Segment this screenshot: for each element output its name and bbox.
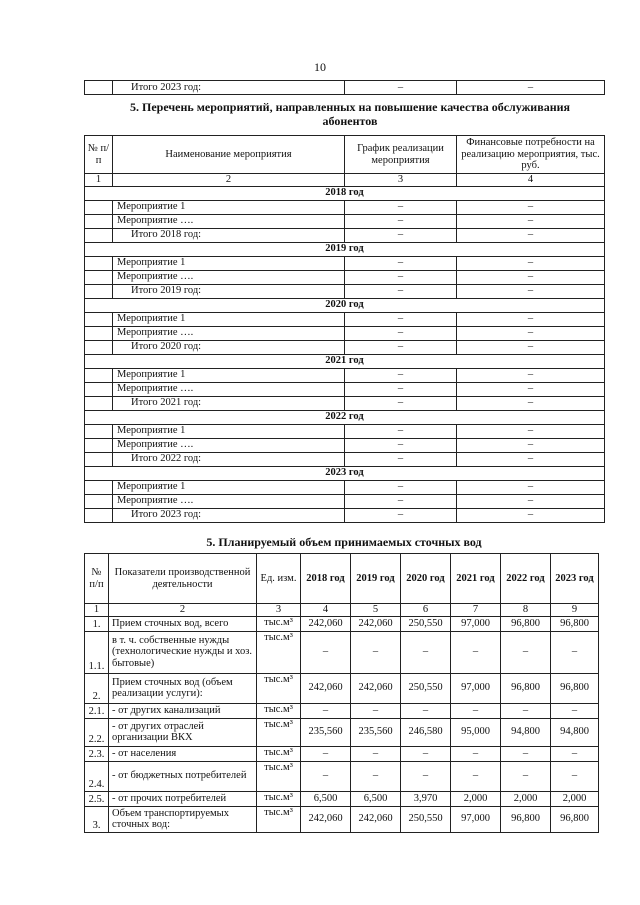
value-cell: 242,060 (301, 673, 351, 703)
value-cell: 2,000 (551, 791, 599, 806)
table-row (85, 214, 605, 228)
value-cell: 235,560 (301, 718, 351, 746)
value-cell: 235,560 (351, 718, 401, 746)
table-row (85, 673, 599, 703)
header-year: 2020 год (401, 554, 451, 604)
colnum-3: 3 (345, 174, 457, 187)
indicator-name: - от других канализаций (109, 703, 257, 718)
table-row (85, 761, 599, 791)
colnum-9: 9 (551, 604, 599, 617)
finance-cell: – (457, 368, 605, 382)
measure-name: Мероприятие 1 (113, 480, 345, 494)
table-row (85, 340, 605, 354)
row-num: 2.1. (85, 703, 109, 718)
value-cell: 96,800 (501, 673, 551, 703)
value-cell: 2,000 (501, 791, 551, 806)
value-cell: 242,060 (301, 806, 351, 832)
measure-name: Мероприятие 1 (113, 312, 345, 326)
value-cell: – (301, 631, 351, 673)
row-num-cell (85, 256, 113, 270)
finance-cell: – (457, 256, 605, 270)
row-num: 2.4. (85, 761, 109, 791)
unit-cell: тыс.м³ (257, 631, 301, 673)
table-row (85, 746, 599, 761)
schedule-cell: – (345, 326, 457, 340)
value-cell: 250,550 (401, 806, 451, 832)
section2-title: 5. Планируемый объем принимаемых сточных вод (206, 535, 482, 549)
value-cell: – (351, 761, 401, 791)
unit-cell: тыс.м³ (257, 761, 301, 791)
page-number: 10 (314, 60, 326, 74)
value-cell: – (401, 761, 451, 791)
value-cell: – (301, 761, 351, 791)
value-cell: 94,800 (501, 718, 551, 746)
header-name: Наименование мероприятия (113, 136, 345, 174)
row-num-cell (85, 326, 113, 340)
table-row (85, 312, 605, 326)
measure-name: Мероприятие …. (113, 326, 345, 340)
table-row (85, 718, 599, 746)
row-num-cell (85, 438, 113, 452)
top-col4: – (457, 81, 605, 95)
value-cell: – (501, 746, 551, 761)
colnum-1: 1 (85, 174, 113, 187)
schedule-cell: – (345, 382, 457, 396)
measure-name: Итого 2023 год: (113, 508, 345, 522)
value-cell: 97,000 (451, 616, 501, 631)
row-num-cell (85, 312, 113, 326)
finance-cell: – (457, 494, 605, 508)
value-cell: – (351, 631, 401, 673)
table-row (85, 200, 605, 214)
value-cell: 97,000 (451, 673, 501, 703)
table-row (85, 438, 605, 452)
row-num-cell (85, 340, 113, 354)
value-cell: 96,800 (501, 806, 551, 832)
colnum-1: 1 (85, 604, 109, 617)
indicator-name: - от бюджетных потребителей (109, 761, 257, 791)
value-cell: – (551, 631, 599, 673)
table-row (85, 270, 605, 284)
finance-cell: – (457, 424, 605, 438)
header-num: № п/п (85, 136, 113, 174)
value-cell: 3,970 (401, 791, 451, 806)
value-cell: 242,060 (351, 673, 401, 703)
schedule-cell: – (345, 270, 457, 284)
table-row (85, 326, 605, 340)
row-num: 2. (85, 673, 109, 703)
colnum-2: 2 (109, 604, 257, 617)
value-cell: – (351, 703, 401, 718)
measure-name: Мероприятие …. (113, 438, 345, 452)
table-row (85, 368, 605, 382)
schedule-cell: – (345, 284, 457, 298)
measure-name: Итого 2018 год: (113, 228, 345, 242)
colnum-6: 6 (401, 604, 451, 617)
schedule-cell: – (345, 312, 457, 326)
measure-name: Итого 2019 год: (113, 284, 345, 298)
value-cell: 242,060 (351, 616, 401, 631)
table-row (85, 703, 599, 718)
colnum-4: 4 (301, 604, 351, 617)
value-cell: – (401, 703, 451, 718)
finance-cell: – (457, 508, 605, 522)
value-cell: 96,800 (551, 806, 599, 832)
section1-title: 5. Перечень мероприятий, направленных на повышение качества обслуживания абонентов (129, 100, 571, 128)
value-cell: – (451, 631, 501, 673)
colnum-8: 8 (501, 604, 551, 617)
colnum-2: 2 (113, 174, 345, 187)
row-num-cell (85, 214, 113, 228)
schedule-cell: – (345, 228, 457, 242)
unit-cell: тыс.м³ (257, 703, 301, 718)
row-num-cell (85, 396, 113, 410)
finance-cell: – (457, 326, 605, 340)
table-row (85, 396, 605, 410)
header-year: 2018 год (301, 554, 351, 604)
schedule-cell: – (345, 368, 457, 382)
value-cell: – (551, 703, 599, 718)
indicator-name: в т. ч. собственные нужды (технологические нужды и хоз. бытовые) (109, 631, 257, 673)
value-cell: 6,500 (301, 791, 351, 806)
finance-cell: – (457, 228, 605, 242)
finance-cell: – (457, 214, 605, 228)
wastewater-volume-table (84, 553, 599, 833)
row-num: 2.2. (85, 718, 109, 746)
schedule-cell: – (345, 340, 457, 354)
table-row (85, 508, 605, 522)
value-cell: 96,800 (551, 673, 599, 703)
schedule-cell: – (345, 508, 457, 522)
indicator-name: - от населения (109, 746, 257, 761)
row-num: 1. (85, 616, 109, 631)
header-schedule: График реализации мероприятия (345, 136, 457, 174)
finance-cell: – (457, 480, 605, 494)
table-row (85, 494, 605, 508)
table-row (85, 284, 605, 298)
value-cell: 6,500 (351, 791, 401, 806)
finance-cell: – (457, 396, 605, 410)
row-num-cell (85, 228, 113, 242)
schedule-cell: – (345, 214, 457, 228)
row-num-cell (85, 382, 113, 396)
value-cell: 2,000 (451, 791, 501, 806)
value-cell: – (501, 761, 551, 791)
value-cell: – (451, 746, 501, 761)
year-heading: 2020 год (85, 298, 605, 312)
value-cell: 96,800 (501, 616, 551, 631)
value-cell: – (551, 761, 599, 791)
row-num-cell (85, 494, 113, 508)
colnum-7: 7 (451, 604, 501, 617)
top-remnant-table (84, 80, 605, 95)
schedule-cell: – (345, 424, 457, 438)
indicator-name: Объем транспортируемых сточных вод: (109, 806, 257, 832)
table-row (85, 256, 605, 270)
table-row (85, 424, 605, 438)
value-cell: 96,800 (551, 616, 599, 631)
value-cell: – (451, 703, 501, 718)
header-num: № п/п (85, 554, 109, 604)
indicator-name: Прием сточных вод, всего (109, 616, 257, 631)
schedule-cell: – (345, 256, 457, 270)
finance-cell: – (457, 312, 605, 326)
row-num-cell (85, 200, 113, 214)
header-finance: Финансовые потребности на реализацию мероприятия, тыс. руб. (457, 136, 605, 174)
value-cell: 97,000 (451, 806, 501, 832)
colnum-3: 3 (257, 604, 301, 617)
top-num-cell (85, 81, 113, 95)
row-num-cell (85, 452, 113, 466)
schedule-cell: – (345, 438, 457, 452)
indicator-name: Прием сточных вод (объем реализации услуги): (109, 673, 257, 703)
finance-cell: – (457, 452, 605, 466)
measure-name: Мероприятие …. (113, 494, 345, 508)
row-num-cell (85, 480, 113, 494)
unit-cell: тыс.м³ (257, 718, 301, 746)
row-num-cell (85, 368, 113, 382)
row-num-cell (85, 270, 113, 284)
value-cell: 246,580 (401, 718, 451, 746)
value-cell: 250,550 (401, 616, 451, 631)
unit-cell: тыс.м³ (257, 616, 301, 631)
header-year: 2022 год (501, 554, 551, 604)
top-label: Итого 2023 год: (113, 81, 345, 95)
unit-cell: тыс.м³ (257, 746, 301, 761)
measure-name: Мероприятие 1 (113, 256, 345, 270)
top-col3: – (345, 81, 457, 95)
table-row (85, 631, 599, 673)
value-cell: – (451, 761, 501, 791)
header-unit: Ед. изм. (257, 554, 301, 604)
value-cell: – (301, 703, 351, 718)
finance-cell: – (457, 382, 605, 396)
table-row (85, 228, 605, 242)
table-row (85, 452, 605, 466)
row-num: 2.5. (85, 791, 109, 806)
row-num-cell (85, 508, 113, 522)
value-cell: – (501, 703, 551, 718)
schedule-cell: – (345, 200, 457, 214)
indicator-name: - от прочих потребителей (109, 791, 257, 806)
colnum-4: 4 (457, 174, 605, 187)
finance-cell: – (457, 200, 605, 214)
year-heading: 2021 год (85, 354, 605, 368)
value-cell: 242,060 (351, 806, 401, 832)
value-cell: – (301, 746, 351, 761)
value-cell: – (551, 746, 599, 761)
schedule-cell: – (345, 494, 457, 508)
table-row (85, 616, 599, 631)
table-row (85, 806, 599, 832)
value-cell: – (501, 631, 551, 673)
row-num: 3. (85, 806, 109, 832)
colnum-5: 5 (351, 604, 401, 617)
measure-name: Мероприятие 1 (113, 200, 345, 214)
value-cell: – (401, 746, 451, 761)
header-year: 2021 год (451, 554, 501, 604)
indicator-name: - от других отраслей организации ВКХ (109, 718, 257, 746)
unit-cell: тыс.м³ (257, 806, 301, 832)
measure-name: Итого 2020 год: (113, 340, 345, 354)
unit-cell: тыс.м³ (257, 791, 301, 806)
schedule-cell: – (345, 480, 457, 494)
finance-cell: – (457, 340, 605, 354)
header-indicator: Показатели производственной деятельности (109, 554, 257, 604)
measures-table (84, 135, 605, 523)
value-cell: 242,060 (301, 616, 351, 631)
year-heading: 2022 год (85, 410, 605, 424)
header-year: 2019 год (351, 554, 401, 604)
measure-name: Мероприятие …. (113, 270, 345, 284)
table-row (85, 791, 599, 806)
value-cell: 94,800 (551, 718, 599, 746)
schedule-cell: – (345, 396, 457, 410)
value-cell: – (401, 631, 451, 673)
header-year: 2023 год (551, 554, 599, 604)
row-num: 2.3. (85, 746, 109, 761)
value-cell: 95,000 (451, 718, 501, 746)
finance-cell: – (457, 270, 605, 284)
unit-cell: тыс.м³ (257, 673, 301, 703)
year-heading: 2023 год (85, 466, 605, 480)
measure-name: Мероприятие 1 (113, 424, 345, 438)
measure-name: Мероприятие …. (113, 382, 345, 396)
measure-name: Итого 2021 год: (113, 396, 345, 410)
value-cell: 250,550 (401, 673, 451, 703)
year-heading: 2019 год (85, 242, 605, 256)
value-cell: – (351, 746, 401, 761)
table-row (85, 480, 605, 494)
measure-name: Итого 2022 год: (113, 452, 345, 466)
schedule-cell: – (345, 452, 457, 466)
table-row (85, 382, 605, 396)
finance-cell: – (457, 284, 605, 298)
measure-name: Мероприятие 1 (113, 368, 345, 382)
measure-name: Мероприятие …. (113, 214, 345, 228)
row-num: 1.1. (85, 631, 109, 673)
year-heading: 2018 год (85, 186, 605, 200)
finance-cell: – (457, 438, 605, 452)
row-num-cell (85, 284, 113, 298)
row-num-cell (85, 424, 113, 438)
